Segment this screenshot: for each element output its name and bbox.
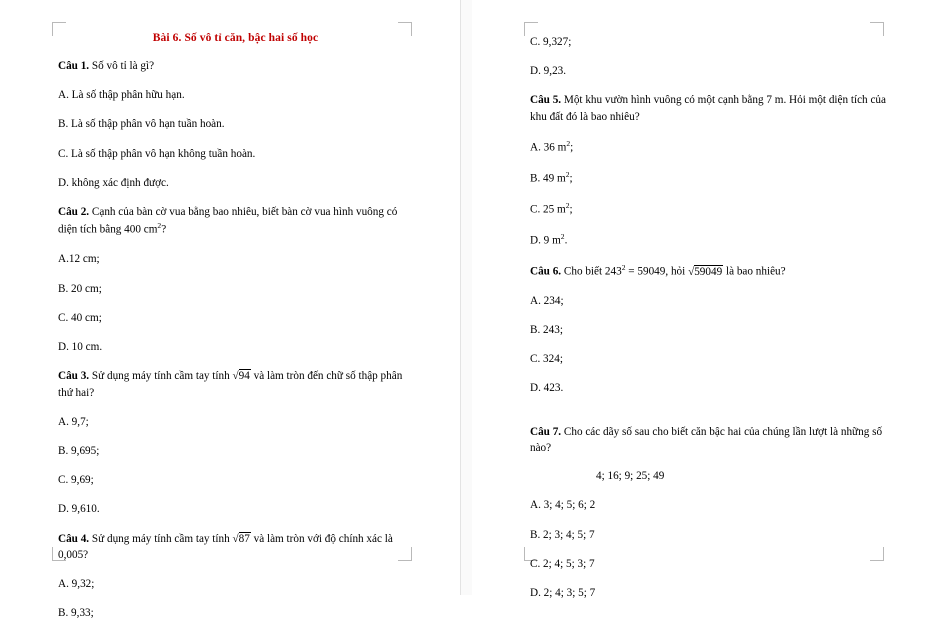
question-5-option-a-exponent: 2 bbox=[566, 138, 571, 148]
question-5-text: Một khu vườn hình vuông có một cạnh bằng 7 m. Hỏi một diện tích của khu đất đó là bao nhiêu? bbox=[530, 94, 886, 123]
question-7-text: Cho các dãy số sau cho biết căn bậc hai của chúng lần lượt là những số nào? bbox=[530, 425, 883, 454]
question-2-option-c: C. 40 cm; bbox=[58, 311, 102, 324]
question-5-option-c-value: C. 25 m bbox=[530, 203, 566, 216]
document-title: Bài 6. Số vô tỉ căn, bậc hai số học bbox=[152, 32, 319, 44]
question-1-text: Số vô tỉ là gì? bbox=[89, 60, 155, 72]
question-7-option-a: A. 3; 4; 5; 6; 2 bbox=[530, 499, 596, 512]
question-3-option-d: D. 9,610. bbox=[58, 503, 100, 516]
question-1-option-d: D. không xác định được. bbox=[58, 176, 169, 189]
question-5-option-a-value: A. 36 m bbox=[530, 141, 567, 154]
question-7-option-b: B. 2; 3; 4; 5; 7 bbox=[530, 528, 595, 541]
question-2-option-b: B. 20 cm; bbox=[58, 282, 102, 295]
question-4-option-c: C. 9,327; bbox=[530, 36, 572, 48]
question-6-option-d: D. 423. bbox=[530, 382, 564, 395]
page-right-content bbox=[530, 34, 890, 614]
question-4-text: Sử dụng máy tính cầm tay tính bbox=[89, 532, 233, 545]
question-3-option-c: C. 9,69; bbox=[58, 474, 94, 487]
question-5-option-c-exponent: 2 bbox=[565, 200, 570, 210]
question-2-text: Cạnh của bàn cờ vua bằng bao nhiêu, biết bàn cờ vua hình vuông có diện tích bằng 400 cm bbox=[58, 206, 398, 237]
question-6-option-c: C. 324; bbox=[530, 353, 563, 366]
question-5-option-a bbox=[530, 138, 890, 156]
question-2-label: Câu 2. bbox=[58, 206, 90, 219]
question-6-label: Câu 6. bbox=[530, 265, 562, 278]
question-5-option-b-value: B. 49 m bbox=[530, 172, 566, 185]
question-2-text-end: ? bbox=[161, 224, 167, 237]
question-5-option-b-end: ; bbox=[569, 172, 573, 185]
question-5-option-c bbox=[530, 200, 890, 218]
question-6-option-b: B. 243; bbox=[530, 324, 563, 337]
question-1 bbox=[58, 58, 413, 74]
question-3-label: Câu 3. bbox=[58, 370, 90, 383]
question-5-option-a-end: ; bbox=[570, 141, 574, 154]
question-1-option-b: B. Là số thập phân vô hạn tuần hoàn. bbox=[58, 118, 225, 131]
question-4-option-b: B. 9,33; bbox=[58, 607, 94, 620]
question-6 bbox=[530, 262, 890, 280]
question-6-radicand: 59049 bbox=[694, 265, 723, 278]
question-7-option-d: D. 2; 4; 3; 5; 7 bbox=[530, 587, 596, 600]
question-7 bbox=[530, 424, 890, 456]
document-page-left bbox=[0, 0, 460, 620]
question-5-label: Câu 5. bbox=[530, 94, 562, 107]
question-4-label: Câu 4. bbox=[58, 532, 90, 545]
question-5-option-c-end: ; bbox=[569, 203, 573, 216]
question-2-exponent: 2 bbox=[157, 221, 162, 231]
question-4-option-d: D. 9,23. bbox=[530, 65, 567, 78]
question-3-radicand: 94 bbox=[238, 370, 250, 383]
question-5-option-b-exponent: 2 bbox=[565, 169, 570, 179]
question-1-option-a: A. Là số thập phân hữu hạn. bbox=[58, 89, 185, 102]
question-3-option-b: B. 9,695; bbox=[58, 445, 100, 458]
question-5-option-d-value: D. 9 m bbox=[530, 234, 561, 247]
question-4 bbox=[58, 531, 413, 563]
question-5 bbox=[530, 92, 890, 124]
question-3-text: Sử dụng máy tính cầm tay tính bbox=[89, 370, 233, 383]
question-7-sequence: 4; 16; 9; 25; 49 bbox=[596, 470, 665, 483]
question-5-option-d bbox=[530, 231, 890, 249]
question-3-option-a: A. 9,7; bbox=[58, 415, 89, 428]
question-7-option-c: C. 2; 4; 5; 3; 7 bbox=[530, 557, 595, 570]
question-6-option-a: A. 234; bbox=[530, 294, 564, 307]
question-3-text-end: và làm tròn đến chữ số thập phân thứ hai? bbox=[58, 370, 403, 399]
question-5-option-b bbox=[530, 169, 890, 187]
question-1-label: Câu 1. bbox=[58, 60, 90, 72]
question-6-text: Cho biết 243 bbox=[561, 265, 622, 278]
question-6-text-end: là bao nhiêu? bbox=[723, 265, 786, 278]
question-1-option-c: C. Là số thập phân vô hạn không tuần hoàn. bbox=[58, 147, 256, 160]
document-page-right bbox=[472, 0, 932, 600]
question-5-option-d-end: . bbox=[564, 234, 568, 247]
question-6-exponent: 2 bbox=[621, 262, 626, 272]
question-4-text-end: và làm tròn với độ chính xác là 0,005? bbox=[58, 532, 393, 561]
question-2-option-a: A.12 cm; bbox=[58, 253, 100, 266]
question-7-label: Câu 7. bbox=[530, 425, 562, 438]
question-3 bbox=[58, 368, 413, 400]
question-2-option-d: D. 10 cm. bbox=[58, 341, 103, 354]
question-6-text-mid: = 59049, hỏi bbox=[625, 265, 689, 278]
question-5-option-d-exponent: 2 bbox=[560, 231, 565, 241]
square-root-icon: √59049 bbox=[688, 265, 723, 278]
question-2 bbox=[58, 204, 413, 238]
paragraph-spacer bbox=[530, 410, 890, 424]
question-4-option-a: A. 9,32; bbox=[58, 578, 95, 591]
question-4-radicand: 87 bbox=[238, 532, 250, 545]
square-root-icon: √87 bbox=[232, 532, 250, 545]
square-root-icon: √94 bbox=[232, 370, 250, 383]
page-left-content bbox=[58, 32, 413, 635]
